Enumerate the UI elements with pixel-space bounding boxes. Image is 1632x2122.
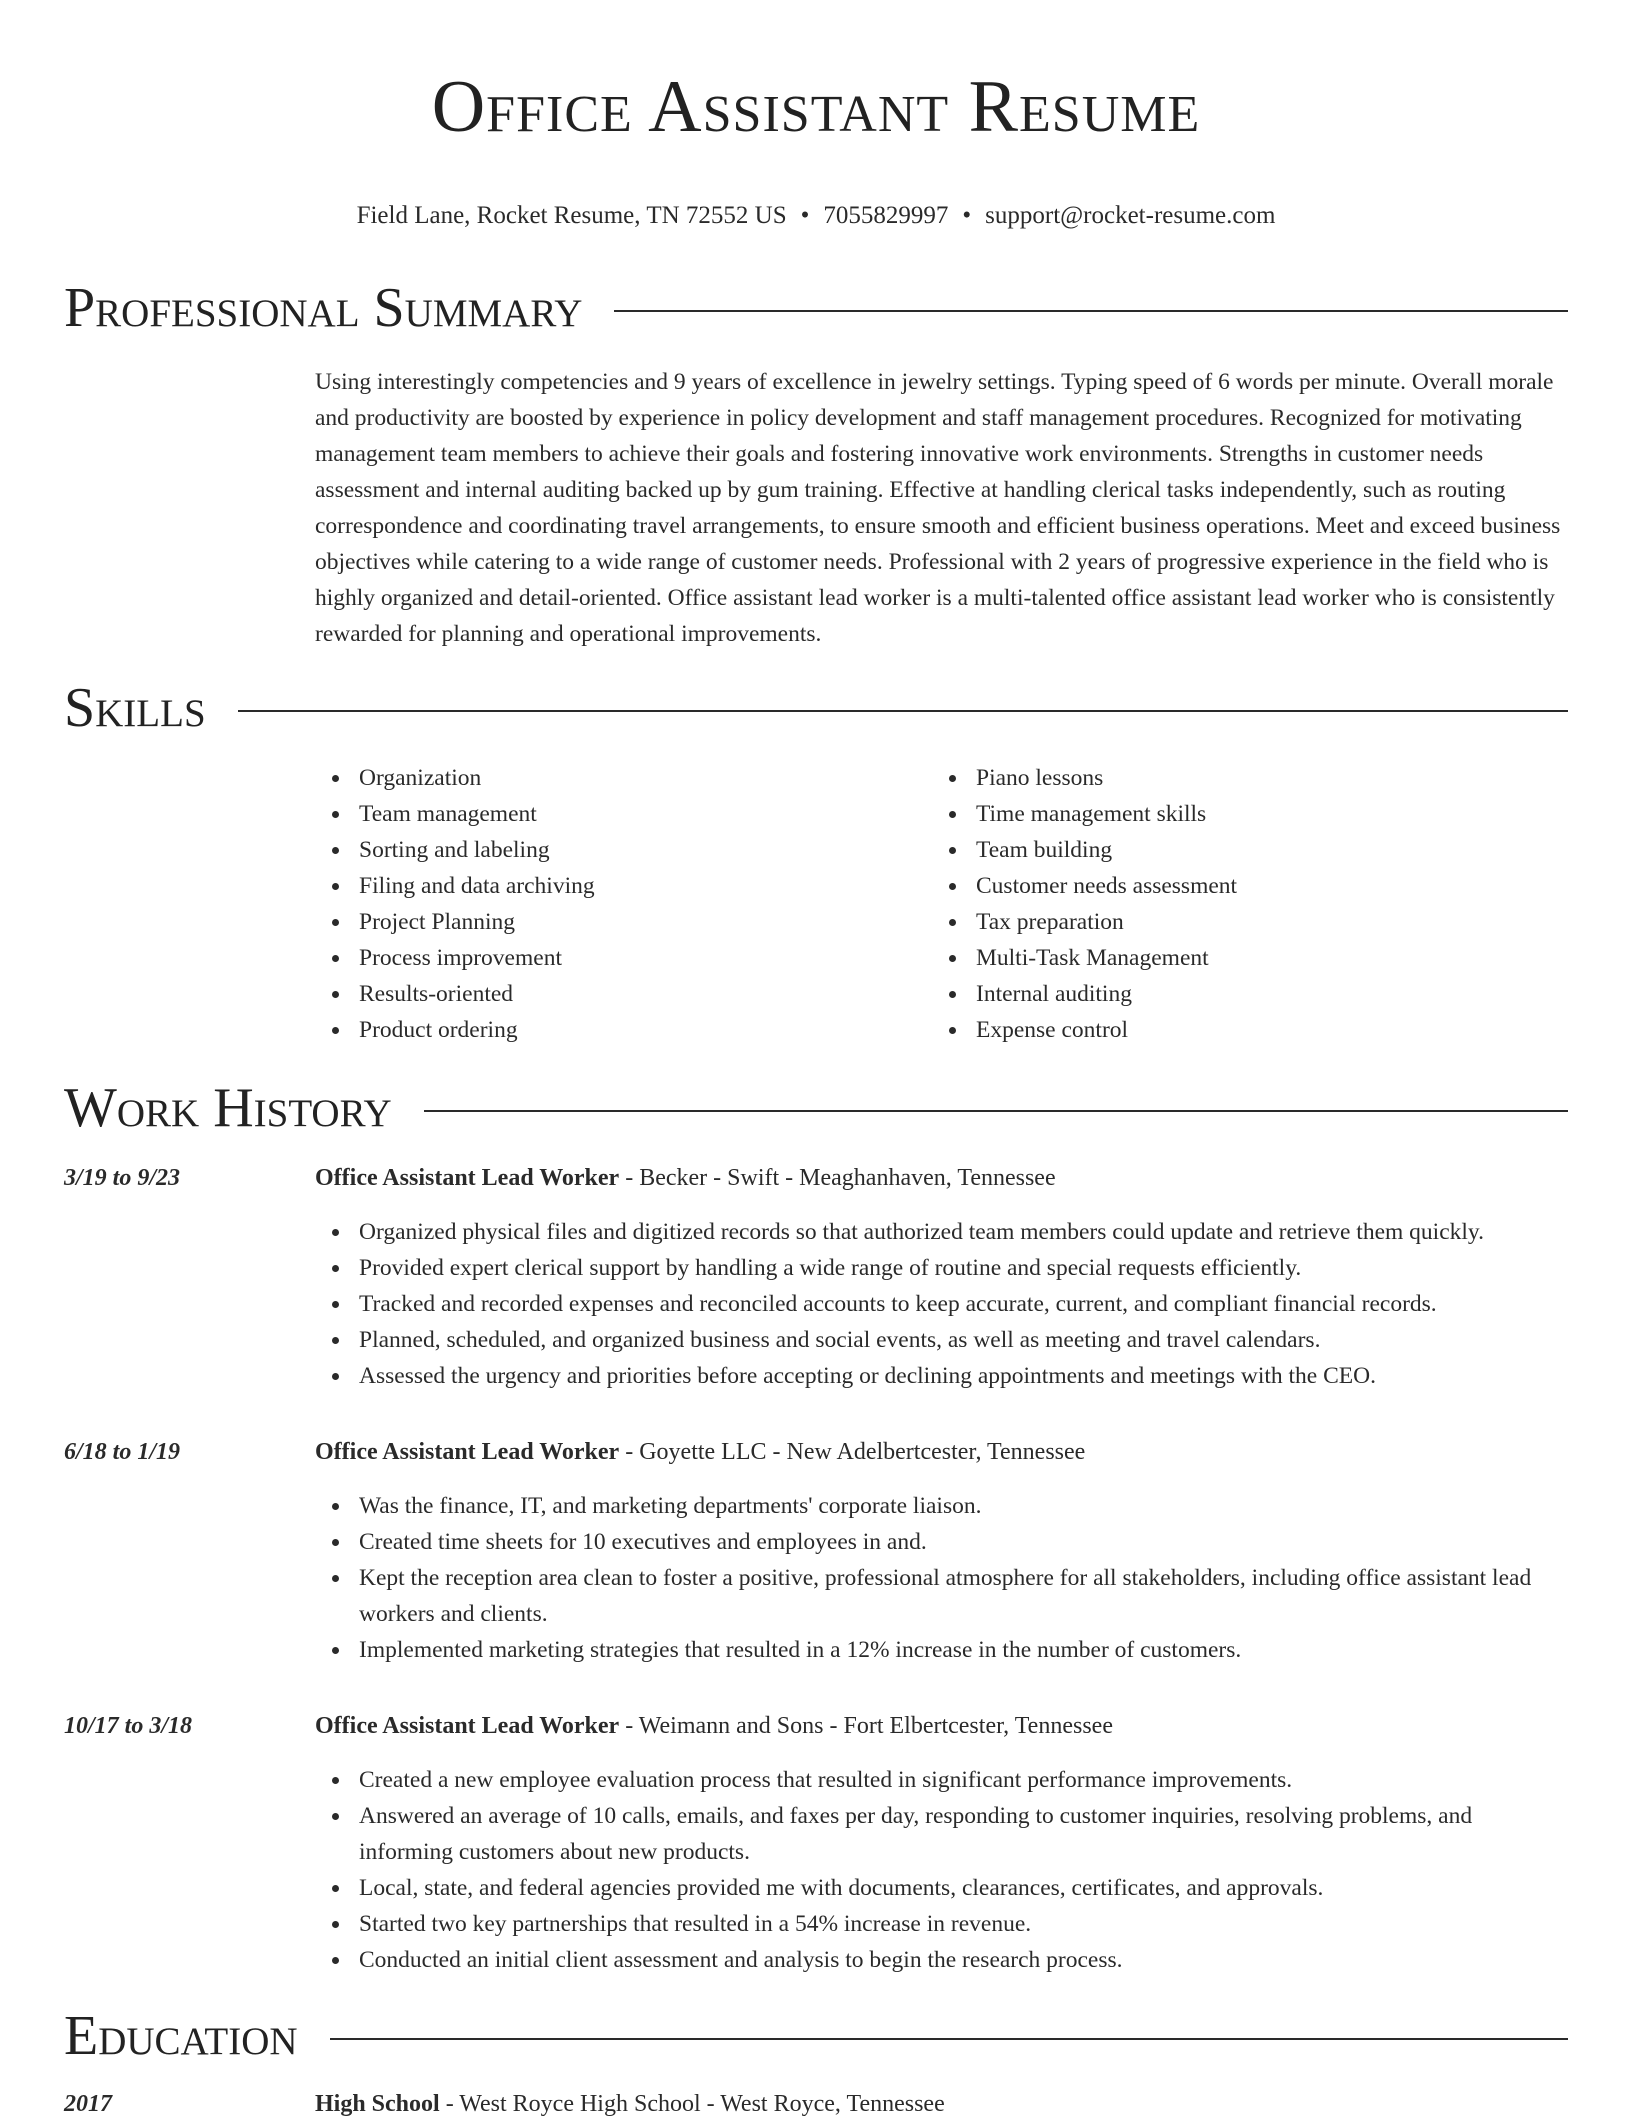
job-bullets [315,1214,1568,1394]
contact-phone: 7055829997 [823,201,949,229]
job-bullet: Created a new employee evaluation process that resulted in significant performance improvements. [315,1762,1568,1798]
job-bullet: Assessed the urgency and priorities before accepting or declining appointments and meetings with the CEO. [315,1358,1568,1394]
work-section-header [64,1078,1568,1138]
skill-item: Project Planning [315,904,932,940]
job-entry [64,1160,1568,1394]
job-bullet: Planned, scheduled, and organized business and social events, as well as meeting and travel calendars. [315,1322,1568,1358]
education-line [315,2086,1568,2122]
education-year: 2017 [64,2090,112,2117]
job-details: - Goyette LLC - New Adelbertcester, Tennessee [619,1438,1086,1465]
summary-text: Using interestingly competencies and 9 years of excellence in jewelry settings. Typing speed of 6 words per minute. Overall morale and productivity are boosted by experience in policy development and staff management procedures. Recognized for motivating management team members to achieve their goals and fostering innovative work environments. Strengths in customer needs assessment and internal auditing backed up by gum training. Effective at handling clerical tasks independently, such as routing correspondence and coordinating travel arrangements, to ensure smooth and efficient business operations. Meet and exceed business objectives while catering to a wide range of customer needs. Professional with 2 years of progressive experience in the field who is highly organized and detail-oriented. Office assistant lead worker is a multi-talented office assistant lead worker who is consistently rewarded for planning and operational improvements. [315,368,1561,647]
skills-list [315,760,1568,1048]
contact-address: Field Lane, Rocket Resume, TN 72552 US [356,201,787,229]
job-details: - Weimann and Sons - Fort Elbertcester, Tennessee [619,1712,1113,1739]
job-bullet: Tracked and recorded expenses and reconciled accounts to keep accurate, current, and compliant financial records. [315,1286,1568,1322]
job-bullet: Conducted an initial client assessment and analysis to begin the research process. [315,1942,1568,1978]
skills-heading: Skills [64,676,206,739]
job-entry [64,1708,1568,1978]
education-details: - West Royce High School - West Royce, Tennessee [439,2090,945,2117]
summary-heading: Professional Summary [64,276,583,339]
job-dates: 3/19 to 9/23 [64,1164,181,1191]
job-bullet: Started two key partnerships that resulted in a 54% increase in revenue. [315,1906,1568,1942]
skill-item: Sorting and labeling [315,832,932,868]
job-bullet: Was the finance, IT, and marketing departments' corporate liaison. [315,1488,1568,1524]
contact-separator: • [962,201,972,229]
job-bullet: Created time sheets for 10 executives and employees in and. [315,1524,1568,1560]
skill-item: Tax preparation [932,904,1549,940]
contact-line [64,200,1568,232]
skill-item: Piano lessons [932,760,1549,796]
section-divider [330,2038,1568,2040]
skill-item: Customer needs assessment [932,868,1549,904]
job-bullet: Local, state, and federal agencies provided me with documents, clearances, certificates, and approvals. [315,1870,1568,1906]
skills-column-left [315,760,932,1048]
summary-section-header [64,278,1568,338]
job-bullet: Organized physical files and digitized records so that authorized team members could update and retrieve them quickly. [315,1214,1568,1250]
skill-item: Multi-Task Management [932,940,1549,976]
skills-section-header [64,678,1568,738]
contact-separator: • [800,201,810,229]
section-divider [424,1110,1568,1112]
job-entry [64,1434,1568,1668]
skill-item: Team building [932,832,1549,868]
job-details: - Becker - Swift - Meaghanhaven, Tennessee [619,1164,1056,1191]
education-section-header [64,2006,1568,2066]
section-divider [614,310,1568,312]
job-body [315,1160,1568,1394]
resume-page [64,0,1568,2122]
skill-item: Process improvement [315,940,932,976]
job-bullet: Provided expert clerical support by handling a wide range of routine and special requests efficiently. [315,1250,1568,1286]
job-body [315,1434,1568,1668]
job-title: Office Assistant Lead Worker [315,1438,620,1465]
job-bullet: Answered an average of 10 calls, emails, and faxes per day, responding to customer inquiries, resolving problems, and informing customers about new products. [315,1798,1568,1870]
work-heading: Work History [64,1076,392,1139]
skill-item: Product ordering [315,1012,932,1048]
section-divider [238,710,1568,712]
job-title: Office Assistant Lead Worker [315,1712,620,1739]
contact-email: support@rocket-resume.com [985,201,1276,229]
skill-item: Time management skills [932,796,1549,832]
education-body [315,2086,1568,2122]
skill-item: Expense control [932,1012,1549,1048]
skills-column-right [932,760,1549,1048]
education-heading: Education [64,2004,298,2067]
education-degree: High School [315,2090,440,2117]
job-title-line [315,1160,1568,1196]
skill-item: Organization [315,760,932,796]
resume-title: Office Assistant Resume [431,66,1201,148]
job-body [315,1708,1568,1978]
skill-item: Team management [315,796,932,832]
skill-item: Internal auditing [932,976,1549,1012]
job-dates: 10/17 to 3/18 [64,1712,193,1739]
job-title-line [315,1708,1568,1744]
job-bullets [315,1762,1568,1978]
job-title: Office Assistant Lead Worker [315,1164,620,1191]
skill-item: Results-oriented [315,976,932,1012]
job-bullet: Kept the reception area clean to foster a positive, professional atmosphere for all stakeholders, including office assistant lead workers and clients. [315,1560,1568,1632]
education-entry [64,2086,1568,2122]
job-title-line [315,1434,1568,1470]
skill-item: Filing and data archiving [315,868,932,904]
job-dates: 6/18 to 1/19 [64,1438,181,1465]
job-bullet: Implemented marketing strategies that resulted in a 12% increase in the number of customers. [315,1632,1568,1668]
job-bullets [315,1488,1568,1668]
